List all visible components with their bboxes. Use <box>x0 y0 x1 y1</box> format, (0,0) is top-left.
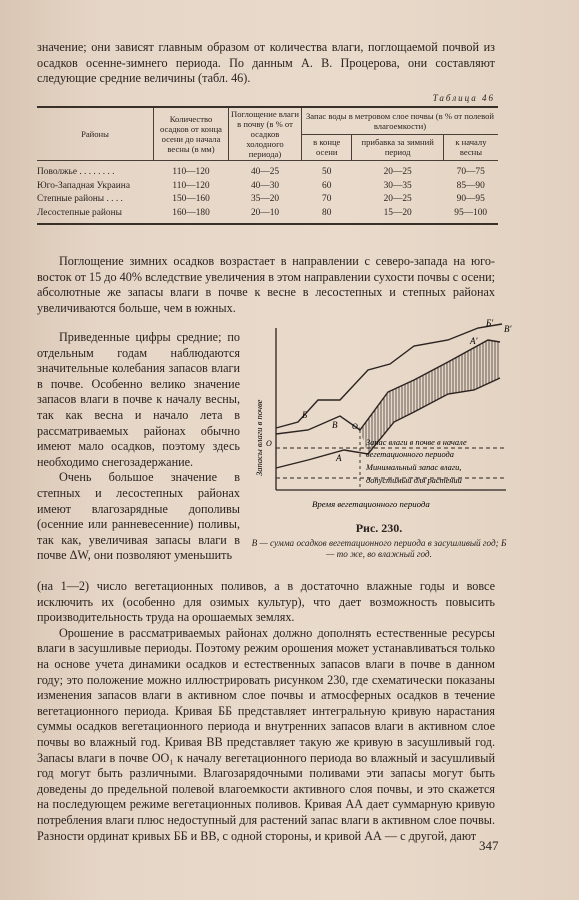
header-spring: к началу весны <box>443 134 498 160</box>
cell-autumn-end: 50 <box>322 167 332 177</box>
table-row <box>37 207 498 225</box>
cell-region: Поволжье . . . . . . . . <box>37 167 115 177</box>
cell-precip: 160—180 <box>154 207 229 225</box>
cell-spring: 85—90 <box>456 180 485 191</box>
legend-line-2: вегетационного периода <box>366 450 454 459</box>
header-reserve-group: Запас воды в метровом слое почвы (в % от полевой влагоемкости) <box>302 107 499 134</box>
cell-winter-gain: 30—35 <box>383 180 412 191</box>
y-axis-label: Запасы влаги в почве <box>254 399 264 476</box>
label-o1: O₁ <box>352 422 361 431</box>
label-a2: А' <box>470 336 478 346</box>
paragraph-text: Очень большое значение в степных и лесостепных районах имеют влагозарядные дополивы (осенние или ранневесенние) поливы, так как, увеличивая запасы влаги в почве ΔW, они позволяют уменьшить <box>37 470 240 563</box>
paragraph-text: Приведенные цифры средние; по отдельным годам наблюдаются значительные колебания запасов влаги в почве. Особенно велико значение запасов влаги в почве к началу весны, так как весна и начало лета в рассматриваемых районах обычно имеют мало осадков, поэтому здесь необходимо снегозадержание. <box>37 330 240 469</box>
legend-line-1: Запас влаги в почве в начале <box>366 438 467 447</box>
paragraph-text: (на 1—2) число вегетационных поливов, а в достаточно влажные годы и вовсе исключить их (особенно для озимых культур), что дает возможность повысить производительность труда на орошаемых землях. <box>37 579 495 625</box>
cell-precip: 150—160 <box>172 194 210 204</box>
header-regions: Районы <box>37 107 154 161</box>
left-column <box>37 330 240 564</box>
table-row <box>37 161 498 180</box>
header-autumn-end: в конце осени <box>302 134 352 160</box>
label-b2: Б' <box>486 318 494 328</box>
cell-region: Степные районы . . . . <box>37 194 123 204</box>
table-row <box>37 180 498 194</box>
cell-precip: 110—120 <box>172 180 210 191</box>
figure-caption <box>248 521 510 559</box>
intro-text: значение; они зависят главным образом от количества влаги, поглощаемой почвой из осадков осенне-зимнего периода. По данным А. В. Процерова, они составляют следующие средние величины (табл. 46). <box>37 40 495 86</box>
cell-absorption: 40—25 <box>250 167 280 177</box>
legend-line-3: Минимальный запас влаги, <box>366 463 462 472</box>
data-table <box>37 106 498 225</box>
cell-region: Юго-Западная Украина <box>37 180 130 191</box>
paragraph-text: Орошение в рассматриваемых районах должно дополнять естественные ресурсы влаги в засушливые периоды. Поэтому режим орошения может устанавливаться только на основе учета динамики осадков и естественных запасов влаги в почве в данном году; это положение можно иллюстрировать рисунком 230, где схематически показаны изменения запасов влаги в активном слое почвы и атмосферных осадков в течение вегетационного периода. Кривая ББ представляет интегральную кривую нарастания суммы осадков вегетационного периода и внутренних запасов влаги в активном слое почвы во влажный год. Кривая ВВ представляет такую же кривую в засушливый год. Запасы влаги в почве OO₁ к началу вегетационного периода во влажный и засушливый год могут быть различными. Влагозарядочными поливами эти запасы могут быть доведены до предельной полевой влагоемкости активного слоя почвы, и это скажется на последующем режиме вегетационных поливов. Кривая АА дает суммарную кривую потребления влаги плюс недоступный для растений запас влаги в активном слое почвы. Разности ординат кривых ББ и ВВ, с одной стороны, и кривой АА — с другой, дают <box>37 625 495 843</box>
cell-absorption: 20—10 <box>229 207 302 225</box>
body-paragraph-2 <box>37 579 495 844</box>
cell-precip: 110—120 <box>172 167 210 177</box>
cell-spring: 90—95 <box>456 194 485 204</box>
figure-description: В — сумма осадков вегетационного периода в засушливый год; Б — то же, во влажный год. <box>251 538 507 559</box>
header-absorption: Поглощение влаги в почву (в % от осадков холодного периода) <box>229 107 302 161</box>
legend-line-4: допустимый для растений <box>366 476 462 485</box>
header-winter-gain: прибавка за зимний период <box>352 134 443 160</box>
cell-winter-gain: 20—25 <box>383 167 412 177</box>
header-precip: Количество осадков от конца осени до начала весны (в мм) <box>154 107 229 161</box>
label-o: O <box>266 439 272 448</box>
cell-spring: 95—100 <box>443 207 498 225</box>
label-v1: В <box>332 420 338 430</box>
cell-region: Лесостепные районы <box>37 207 154 225</box>
cell-absorption: 35—20 <box>250 194 280 204</box>
table-caption: Таблица 46 <box>432 93 495 103</box>
label-a1: А <box>336 453 342 463</box>
label-v2: В' <box>504 324 512 334</box>
page-number: 347 <box>479 838 499 853</box>
cell-autumn-end: 60 <box>322 180 332 191</box>
paragraph-text: Поглощение зимних осадков возрастает в направлении с северо-запада на юго-восток от 15 до 40% вследствие увеличения в этом направлении сухости почвы с осени; абсолютные же запасы влаги в почве к весне в лесостепных и степных районах увеличиваются больше, чем в южных. <box>37 254 495 315</box>
intro-paragraph <box>37 40 495 87</box>
table-row <box>37 193 498 207</box>
cell-winter-gain: 15—20 <box>352 207 443 225</box>
body-paragraph-1 <box>37 254 495 316</box>
figure-230 <box>248 318 510 518</box>
cell-absorption: 40—30 <box>250 180 280 191</box>
label-b1: Б <box>302 410 308 420</box>
cell-autumn-end: 70 <box>322 194 332 204</box>
cell-spring: 70—75 <box>456 167 485 177</box>
figure-number: Рис. 230. <box>355 521 403 535</box>
cell-autumn-end: 80 <box>302 207 352 225</box>
x-axis-label: Время вегетационного периода <box>312 499 430 509</box>
cell-winter-gain: 20—25 <box>383 194 412 204</box>
